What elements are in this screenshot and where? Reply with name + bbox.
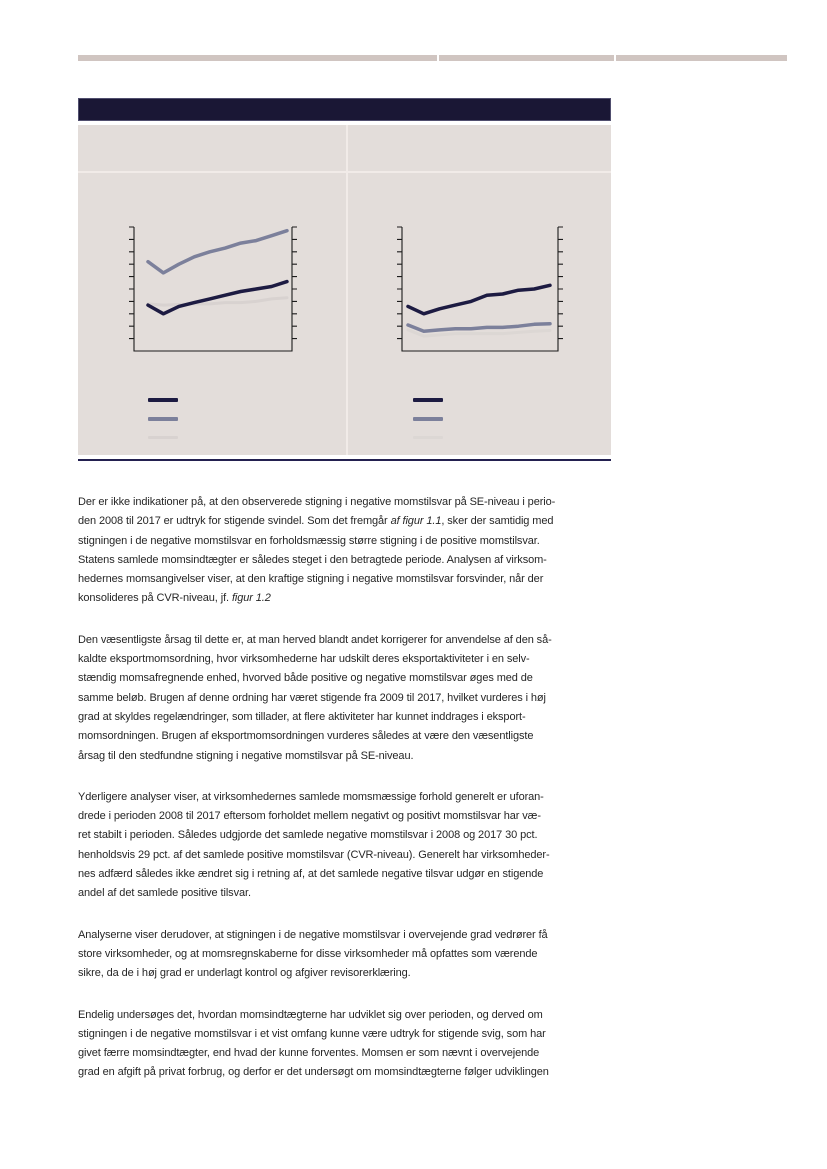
text-line: Den væsentligste årsag til dette er, at man herved blandt andet korrigerer for anvendelse af den så- [78, 633, 552, 646]
text-line: givet færre momsindtægter, end hvad der kunne forventes. Momsen er som nævnt i overvejende [78, 1047, 540, 1060]
figure-panel [78, 125, 611, 455]
top-rule-segment [439, 55, 614, 61]
text-line: den 2008 til 2017 er udtryk for stigende svindel. Som det fremgår af figur 1.1, sker der samtidig med [78, 515, 554, 528]
paragraph [78, 926, 623, 984]
text-line: Endelig undersøges det, hvordan momsindtægterne har udviklet sig over perioden, og derved om [78, 1008, 543, 1021]
right-line-chart [388, 220, 573, 360]
text-line: nes adfærd således ikke ændret sig i retning af, at det samlede negative tilsvar udgør en stigende [78, 868, 544, 881]
top-rule-segment [78, 55, 437, 61]
text-line: stigningen i de negative momstilsvar i et vist omfang kunne være udtryk for stigende svig, som har [78, 1027, 546, 1040]
text-line: stigningen i de negative momstilsvar en forholdsmæssig større stigning i de positive momstilsvar. [78, 534, 540, 547]
legend-swatch-dark-navy-line [413, 398, 443, 402]
left-line-chart [120, 220, 305, 360]
slate-blue-line [408, 324, 550, 332]
text-line: hedernes momsangivelser viser, at den kraftige stigning i negative momstilsvar forsvinder, når der [78, 573, 544, 586]
legend-swatch-dark-navy-line [148, 398, 178, 402]
text-line: Yderligere analyser viser, at virksomhedernes samlede momsmæssige forhold generelt er uforan- [78, 790, 544, 803]
figure-bottom-rule [78, 459, 611, 461]
paragraph [78, 1006, 623, 1083]
text-line: samme beløb. Brugen af denne ordning har været stigende fra 2009 til 2017, hvilket vurderes i høj [78, 691, 546, 704]
text-line: henholdsvis 29 pct. af det samlede positive momstilsvar (CVR-niveau). Generelt har virksomheder- [78, 848, 550, 861]
page-top-rule [78, 55, 787, 61]
legend-swatch-light-gray-line [413, 436, 443, 439]
chart-axes [129, 227, 297, 351]
legend-swatch-light-gray-line [148, 436, 178, 439]
text-line: store virksomheder, og at momsregnskaberne for disse virksomheder må opfattes som værende [78, 947, 538, 960]
right-chart-legend [413, 398, 443, 454]
text-line: andel af det samlede positive tilsvar. [78, 887, 251, 900]
legend-swatch-slate-blue-line [413, 417, 443, 421]
panel-divider-vertical [346, 125, 348, 455]
slate-blue-line [148, 231, 287, 273]
paragraph [78, 631, 623, 766]
text-line: årsag til den stedfundne stigning i negative momstilsvar på SE-niveau. [78, 749, 414, 762]
paragraph [78, 788, 623, 904]
text-line: grad en afgift på privat forbrug, og derfor er det undersøgt om momsindtægterne følger udviklingen [78, 1066, 549, 1079]
paragraph [78, 493, 623, 609]
text-line: drede i perioden 2008 til 2017 eftersom forholdet mellem negativt og positivt momstilsvar har væ- [78, 810, 541, 823]
left-chart-legend [148, 398, 178, 454]
text-line: konsolideres på CVR-niveau, jf. figur 1.2 [78, 592, 271, 605]
text-line: sikre, da de i høj grad er underlagt kontrol og afgiver revisorerklæring. [78, 967, 411, 980]
top-rule-segment [616, 55, 787, 61]
dark-navy-line [408, 285, 550, 314]
legend-swatch-slate-blue-line [148, 417, 178, 421]
figure-header-bar [78, 98, 611, 121]
text-line: stændig momsafregnende enhed, hvorved både positive og negative momstilsvar øges med de [78, 672, 533, 685]
text-line: kaldte eksportmomsordning, hvor virksomhederne har udskilt deres eksportaktiviteter i en selv- [78, 653, 530, 666]
text-line: grad at skyldes regelændringer, som tillader, at flere aktiviteter har kunnet inddrages i eksport- [78, 710, 526, 723]
text-line: momsordningen. Brugen af eksportmomsordningen vurderes således at være den væsentligste [78, 730, 534, 743]
panel-divider-horizontal [78, 171, 611, 173]
body-text [78, 493, 623, 1105]
dark-navy-line [148, 282, 287, 314]
text-line: Statens samlede momsindtægter er således steget i den betragtede periode. Analysen af virksom- [78, 553, 547, 566]
text-line: Analyserne viser derudover, at stigningen i de negative momstilsvar i overvejende grad vedrører få [78, 928, 548, 941]
text-line: ret stabilt i perioden. Således udgjorde det samlede negative momstilsvar i 2008 og 2017 30 pct. [78, 829, 538, 842]
text-line: Der er ikke indikationer på, at den observerede stigning i negative momstilsvar på SE-niveau i perio- [78, 496, 556, 508]
